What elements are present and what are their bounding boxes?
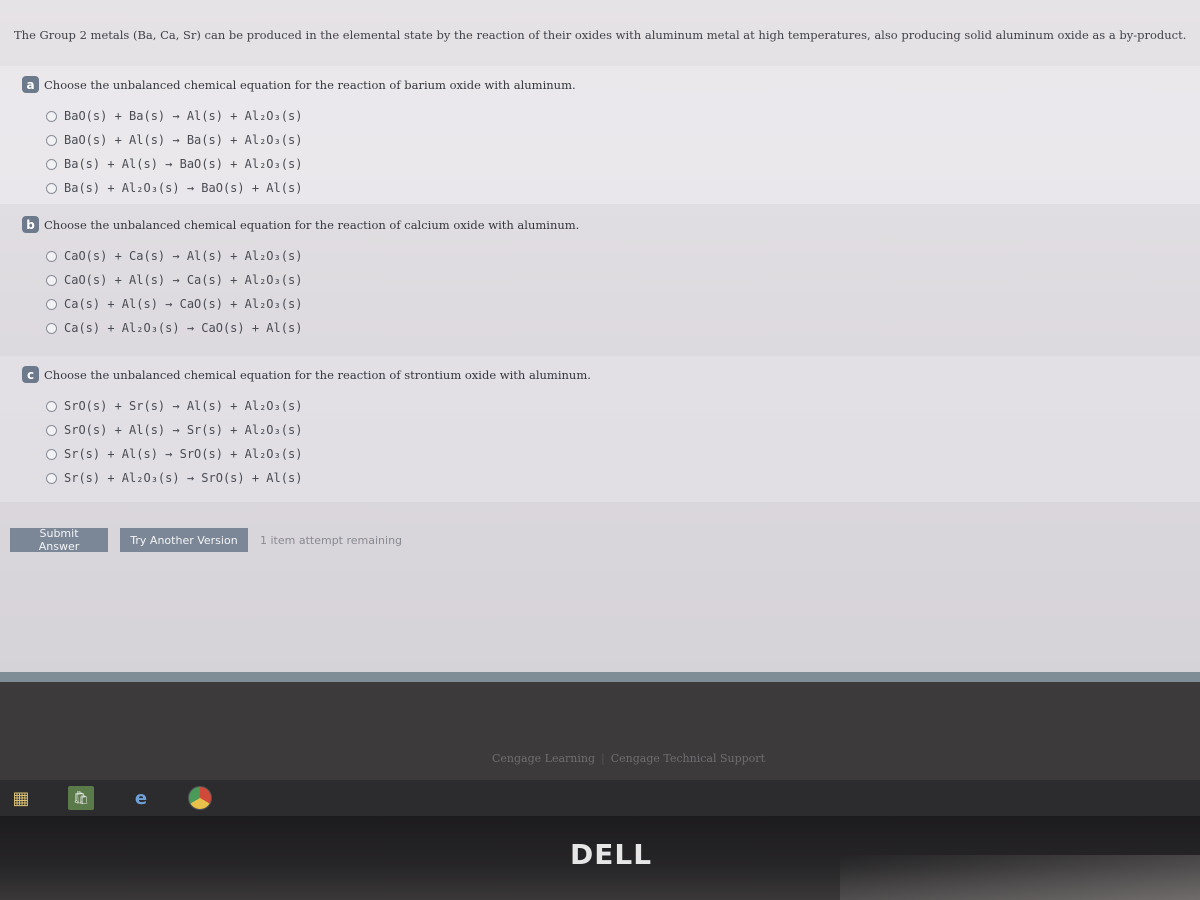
question-badge-b: b	[22, 216, 39, 233]
option-a-4[interactable]	[46, 176, 302, 200]
radio-button[interactable]	[46, 425, 57, 436]
try-another-version-button[interactable]: Try Another Version	[120, 528, 248, 552]
submit-answer-button[interactable]: Submit Answer	[10, 528, 108, 552]
question-b	[0, 206, 1200, 352]
question-b-options	[46, 244, 302, 340]
question-c-options	[46, 394, 302, 490]
radio-button[interactable]	[46, 111, 57, 122]
question-c-header	[22, 366, 591, 383]
footer-links	[492, 752, 765, 765]
radio-button[interactable]	[46, 183, 57, 194]
option-label: BaO(s) + Al(s) → Ba(s) + Al₂O₃(s)	[64, 133, 303, 147]
option-a-1[interactable]	[46, 104, 302, 128]
option-label: CaO(s) + Al(s) → Ca(s) + Al₂O₃(s)	[64, 273, 303, 287]
question-a-options	[46, 104, 302, 200]
cengage-learning-link[interactable]: Cengage Learning	[492, 752, 596, 765]
apps-grid-icon[interactable]: ▦	[12, 787, 30, 809]
radio-button[interactable]	[46, 159, 57, 170]
question-a-prompt: Choose the unbalanced chemical equation for the reaction of barium oxide with aluminum.	[44, 77, 576, 92]
page-footer-area	[0, 682, 1200, 780]
option-label: CaO(s) + Ca(s) → Al(s) + Al₂O₃(s)	[64, 249, 303, 263]
answer-actions	[10, 528, 402, 552]
chrome-icon[interactable]	[188, 786, 212, 810]
question-a	[0, 66, 1200, 204]
question-badge-a: a	[22, 76, 39, 93]
question-c	[0, 356, 1200, 502]
option-label: Ba(s) + Al(s) → BaO(s) + Al₂O₃(s)	[64, 157, 303, 171]
radio-button[interactable]	[46, 135, 57, 146]
internet-explorer-icon[interactable]: e	[134, 787, 148, 809]
radio-button[interactable]	[46, 299, 57, 310]
option-label: SrO(s) + Sr(s) → Al(s) + Al₂O₃(s)	[64, 399, 303, 413]
option-b-4[interactable]	[46, 316, 302, 340]
question-badge-c: c	[22, 366, 39, 383]
question-c-prompt: Choose the unbalanced chemical equation for the reaction of strontium oxide with aluminum.	[44, 367, 591, 382]
bezel-reflection	[840, 855, 1200, 900]
radio-button[interactable]	[46, 449, 57, 460]
radio-button[interactable]	[46, 251, 57, 262]
question-b-header	[22, 216, 579, 233]
attempts-remaining: 1 item attempt remaining	[260, 533, 403, 547]
option-a-2[interactable]	[46, 128, 302, 152]
option-b-3[interactable]	[46, 292, 302, 316]
option-c-2[interactable]	[46, 418, 302, 442]
radio-button[interactable]	[46, 323, 57, 334]
cengage-support-link[interactable]: Cengage Technical Support	[610, 752, 765, 765]
option-label: Sr(s) + Al(s) → SrO(s) + Al₂O₃(s)	[64, 447, 303, 461]
question-a-header	[22, 76, 576, 93]
footer-separator: |	[601, 752, 605, 765]
option-label: Ba(s) + Al₂O₃(s) → BaO(s) + Al(s)	[64, 181, 303, 195]
question-b-prompt: Choose the unbalanced chemical equation for the reaction of calcium oxide with aluminum.	[44, 217, 580, 232]
option-label: BaO(s) + Ba(s) → Al(s) + Al₂O₃(s)	[64, 109, 303, 123]
option-b-2[interactable]	[46, 268, 302, 292]
store-icon[interactable]: 🛍	[68, 786, 94, 810]
option-label: Ca(s) + Al₂O₃(s) → CaO(s) + Al(s)	[64, 321, 303, 335]
taskbar	[0, 780, 1200, 816]
option-c-4[interactable]	[46, 466, 302, 490]
option-label: SrO(s) + Al(s) → Sr(s) + Al₂O₃(s)	[64, 423, 303, 437]
option-b-1[interactable]	[46, 244, 302, 268]
option-c-3[interactable]	[46, 442, 302, 466]
option-label: Ca(s) + Al(s) → CaO(s) + Al₂O₃(s)	[64, 297, 303, 311]
option-label: Sr(s) + Al₂O₃(s) → SrO(s) + Al(s)	[64, 471, 303, 485]
problem-intro: The Group 2 metals (Ba, Ca, Sr) can be produced in the elemental state by the reaction of their oxides with aluminum metal at high temperatures, also producing solid aluminum oxide as a by-product.	[14, 28, 1187, 42]
radio-button[interactable]	[46, 401, 57, 412]
radio-button[interactable]	[46, 473, 57, 484]
option-a-3[interactable]	[46, 152, 302, 176]
option-c-1[interactable]	[46, 394, 302, 418]
dell-logo: DELL	[570, 838, 653, 871]
page-divider	[0, 672, 1200, 682]
radio-button[interactable]	[46, 275, 57, 286]
